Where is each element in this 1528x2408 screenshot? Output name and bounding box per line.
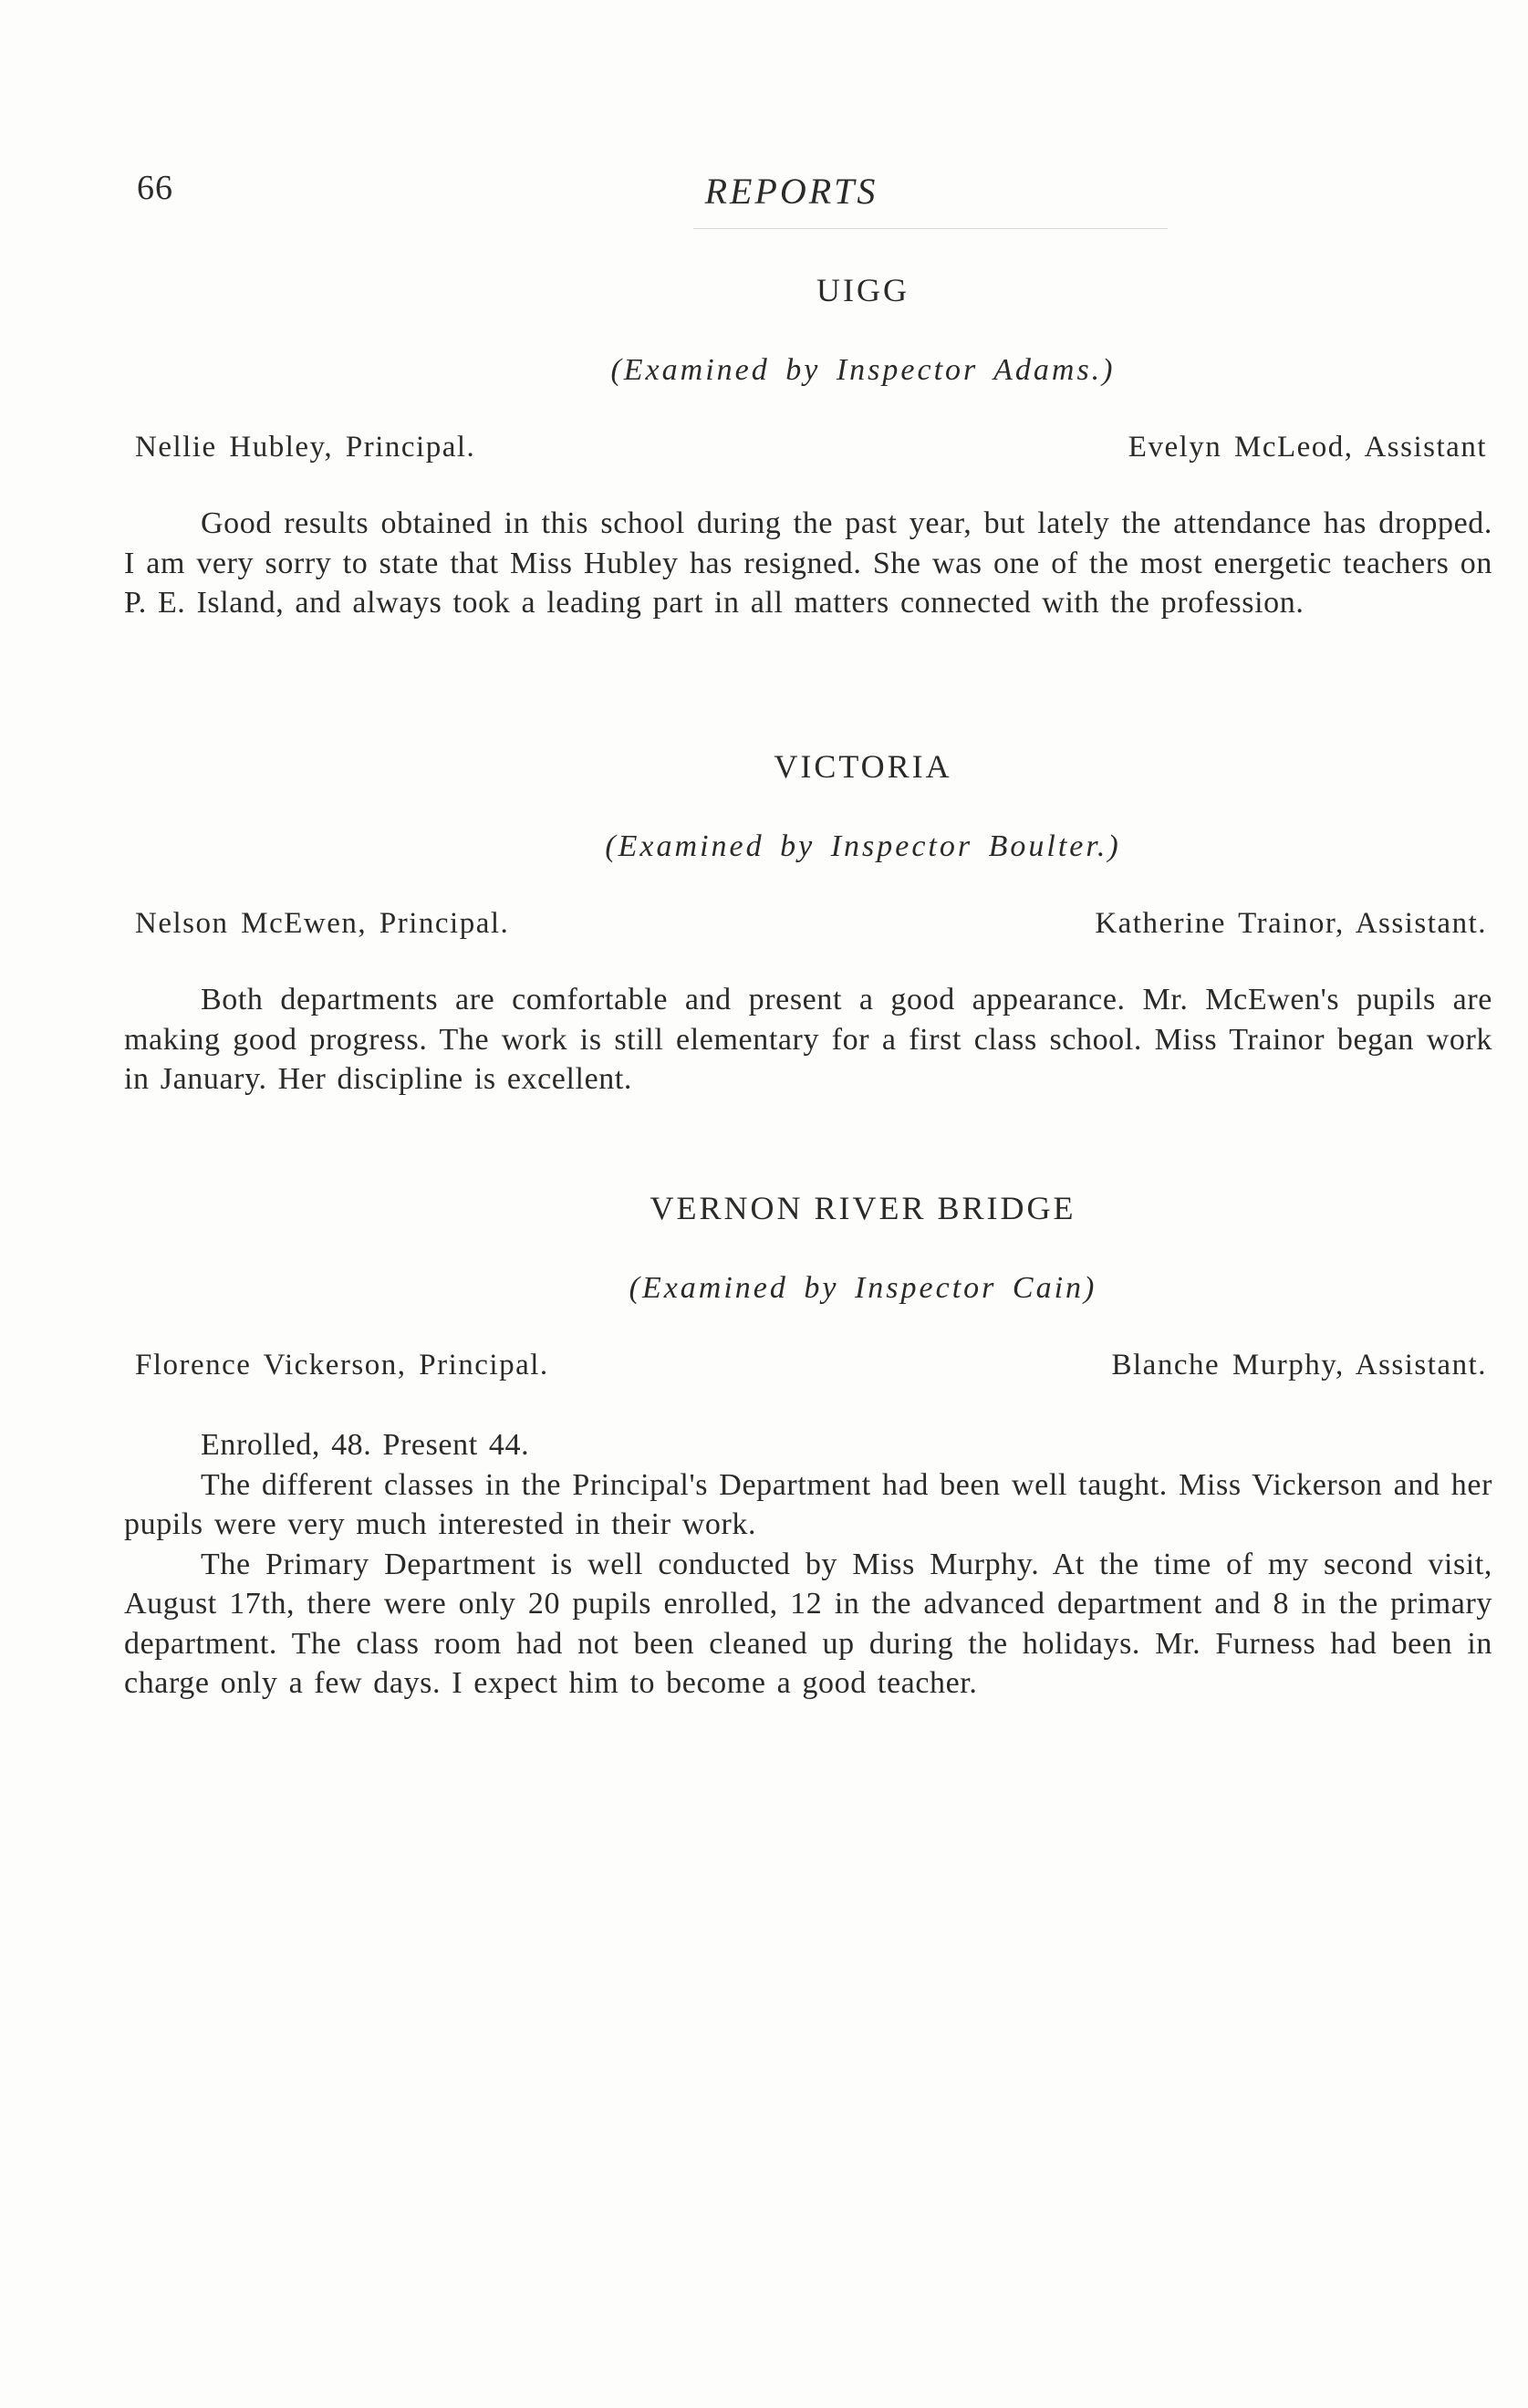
- report-body: [124, 1425, 1492, 1704]
- section-title: VICTORIA: [774, 748, 952, 785]
- assistant-name: Blanche Murphy, Assistant.: [1111, 1349, 1487, 1381]
- section-title: UIGG: [816, 272, 910, 308]
- running-head: REPORTS: [704, 171, 878, 212]
- examiner-line: (Examined by Inspector Cain): [629, 1271, 1097, 1305]
- staff-line: [124, 1347, 1492, 1383]
- header-rule: [693, 228, 1168, 229]
- principal-name: Nellie Hubley, Principal.: [135, 431, 476, 464]
- examiner-line: (Examined by Inspector Adams.): [610, 353, 1116, 387]
- staff-line: [124, 905, 1492, 942]
- section-title: VERNON RIVER BRIDGE: [650, 1190, 1076, 1226]
- report-paragraph: Good results obtained in this school during the past year, but lately the attendance has dropped. I am very sorry to state that Miss Hubley has resigned. She was one of the most energetic teachers on P. E. Island, and always took a leading part in all matters connected with the profession.: [124, 506, 1492, 620]
- report-paragraph: Both departments are comfortable and present a good appearance. Mr. McEwen's pupils are making good progress. The work is still elementary for a first class school. Miss Trainor began work in January. Her discipline is excellent.: [124, 983, 1492, 1096]
- school-report-vernon-river-bridge: [124, 1188, 1492, 1704]
- assistant-name: Katherine Trainor, Assistant.: [1095, 907, 1487, 940]
- principal-name: Nelson McEwen, Principal.: [135, 907, 510, 940]
- report-paragraph: Enrolled, 48. Present 44.: [201, 1428, 530, 1462]
- examiner-line: (Examined by Inspector Boulter.): [605, 829, 1121, 863]
- report-body: [124, 504, 1492, 623]
- assistant-name: Evelyn McLeod, Assistant: [1128, 431, 1487, 464]
- report-paragraph: The Primary Department is well conducted by Miss Murphy. At the time of my second visit, August 17th, there were only 20 pupils enrolled, 12 in the advanced department and 8 in the primary department. The class room had not been cleaned up during the holidays. Mr. Furness had been in charge only a few days. I expect him to become a good teacher.: [124, 1547, 1492, 1700]
- report-paragraph: The different classes in the Principal's Department had been well taught. Miss Vickerson and her pupils were very much interested in their work.: [124, 1467, 1492, 1541]
- school-report-victoria: [124, 746, 1492, 1100]
- staff-line: [124, 429, 1492, 465]
- report-body: [124, 980, 1492, 1100]
- page-number: 66: [137, 169, 173, 207]
- school-report-uigg: [124, 270, 1492, 623]
- principal-name: Florence Vickerson, Principal.: [135, 1349, 549, 1381]
